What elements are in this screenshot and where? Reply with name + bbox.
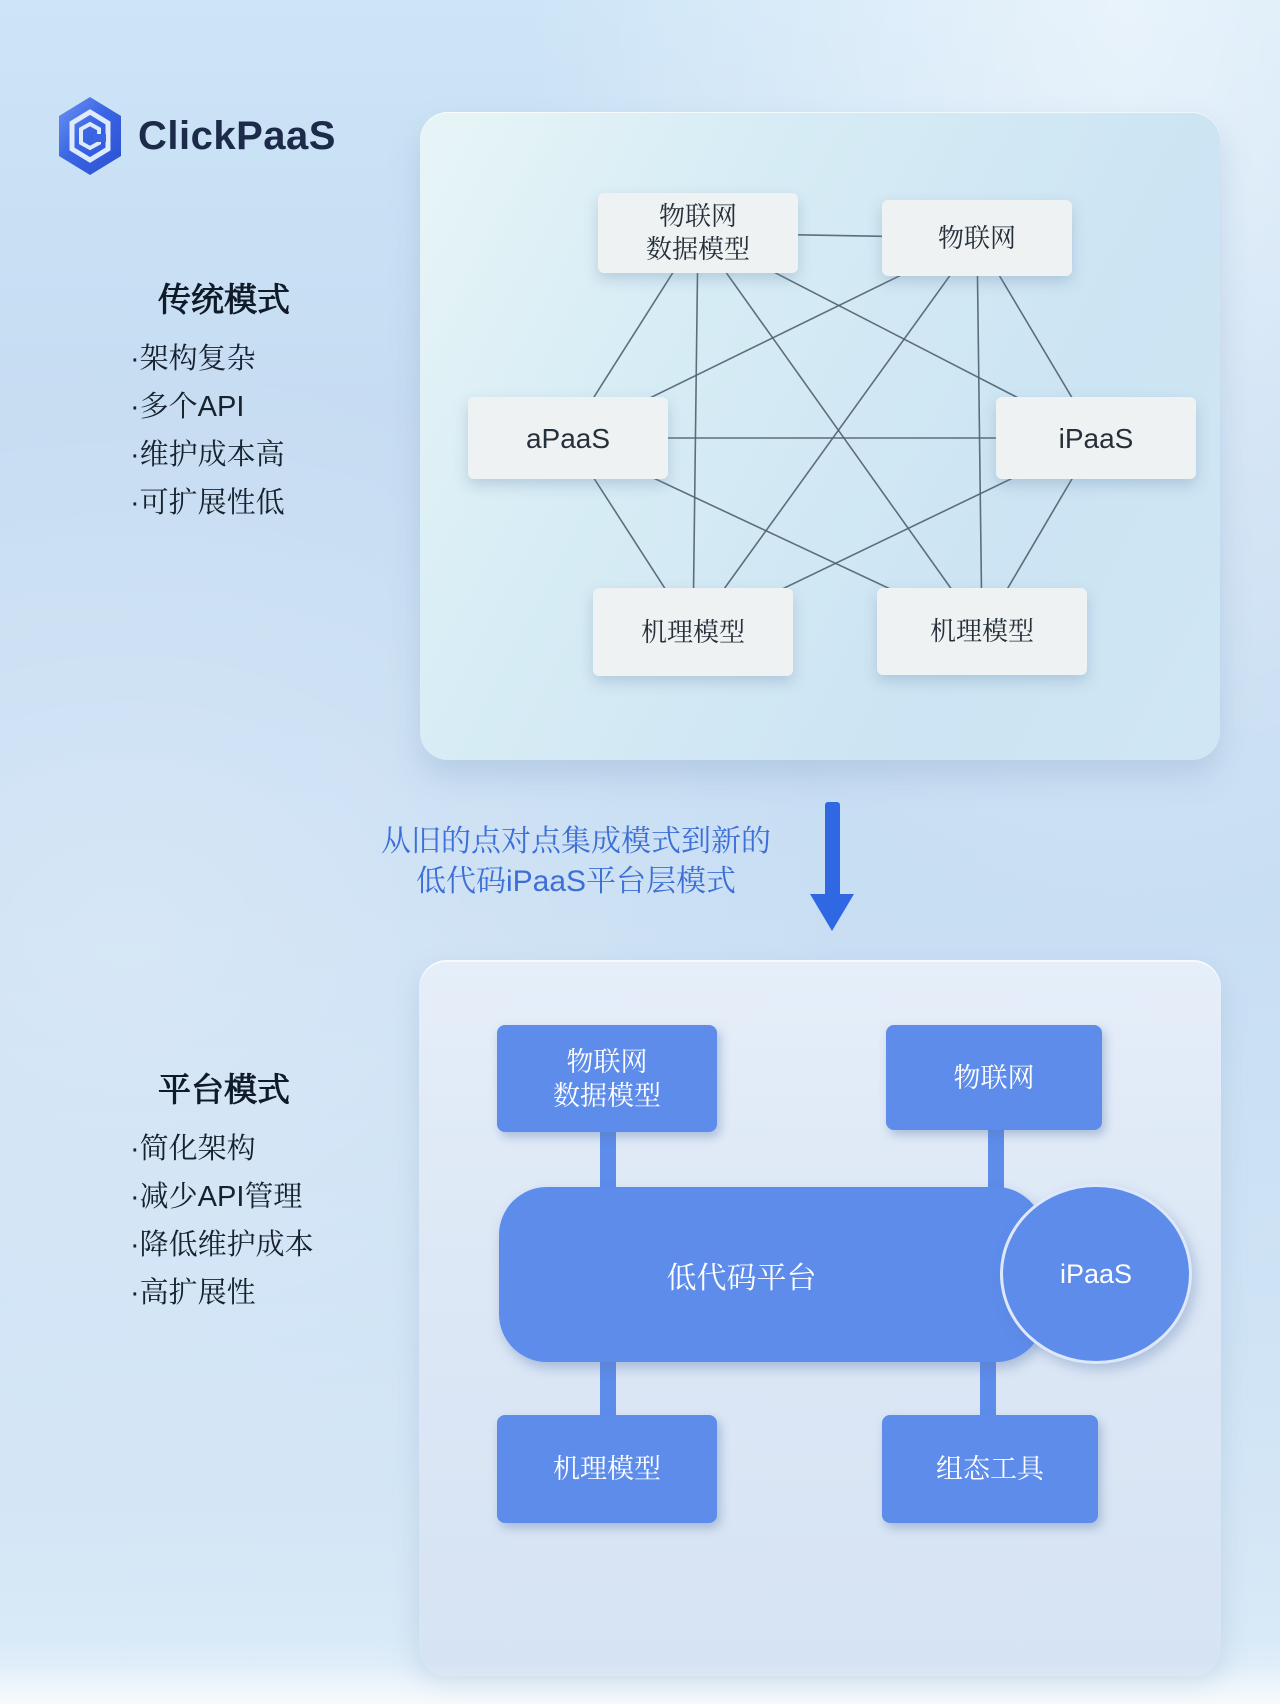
platform-info-column xyxy=(130,1064,430,1317)
node-label-line2: 数据模型 xyxy=(553,1080,661,1111)
platform-diagram-panel xyxy=(419,960,1221,1676)
ipaas-circle: iPaaS xyxy=(1000,1184,1192,1364)
legacy-node-mechanism-right: 机理模型 xyxy=(877,588,1087,675)
connector-iot xyxy=(988,1126,1004,1192)
legacy-diagram-panel xyxy=(420,112,1220,760)
platform-bullet: ·简化架构 xyxy=(130,1133,256,1165)
platform-bullet: ·降低维护成本 xyxy=(130,1229,314,1261)
platform-node-config-tool: 组态工具 xyxy=(882,1415,1098,1523)
legacy-bullet: ·维护成本高 xyxy=(130,439,285,471)
legacy-node-mechanism-left: 机理模型 xyxy=(593,588,793,676)
down-arrow-icon xyxy=(825,802,840,897)
transition-caption xyxy=(330,822,822,902)
legacy-bullet: ·架构复杂 xyxy=(130,343,256,375)
connector-mechanism xyxy=(600,1358,616,1420)
node-label-line1: 物联网 xyxy=(566,1046,648,1077)
brand-name: ClickPaaS xyxy=(138,113,336,158)
legacy-node-iot: 物联网 xyxy=(882,200,1072,276)
connector-iot-data-model xyxy=(600,1128,616,1192)
transition-caption-line2: 低代码iPaaS平台层模式 xyxy=(415,865,737,898)
legacy-node-ipaas: iPaaS xyxy=(996,397,1196,479)
platform-title: 平台模式 xyxy=(158,1071,290,1108)
node-label-line2: 数据模型 xyxy=(645,234,750,264)
node-label-line1: 物联网 xyxy=(658,201,737,231)
platform-node-mechanism: 机理模型 xyxy=(497,1415,717,1523)
low-code-platform-bar: 低代码平台 xyxy=(499,1187,1044,1362)
platform-bullet: ·减少API管理 xyxy=(130,1181,303,1213)
platform-node-iot: 物联网 xyxy=(886,1025,1102,1130)
platform-bullet: ·高扩展性 xyxy=(130,1277,256,1309)
down-arrow-head-icon xyxy=(810,894,854,931)
brand-logo xyxy=(58,96,336,176)
legacy-info-column xyxy=(130,274,430,527)
legacy-bullet-list xyxy=(130,335,430,527)
legacy-node-apaas: aPaaS xyxy=(468,397,668,479)
bottom-fade-decoration xyxy=(0,1664,1280,1704)
clickpaas-hexagon-icon xyxy=(58,96,122,176)
legacy-node-iot-data-model xyxy=(598,193,798,273)
legacy-bullet: ·可扩展性低 xyxy=(130,487,285,519)
legacy-bullet: ·多个API xyxy=(130,391,245,423)
transition-caption-line1: 从旧的点对点集成模式到新的 xyxy=(381,825,771,858)
legacy-title: 传统模式 xyxy=(158,281,290,318)
platform-node-iot-data-model xyxy=(497,1025,717,1132)
platform-bullet-list xyxy=(130,1125,430,1317)
connector-config-tool xyxy=(980,1358,996,1420)
